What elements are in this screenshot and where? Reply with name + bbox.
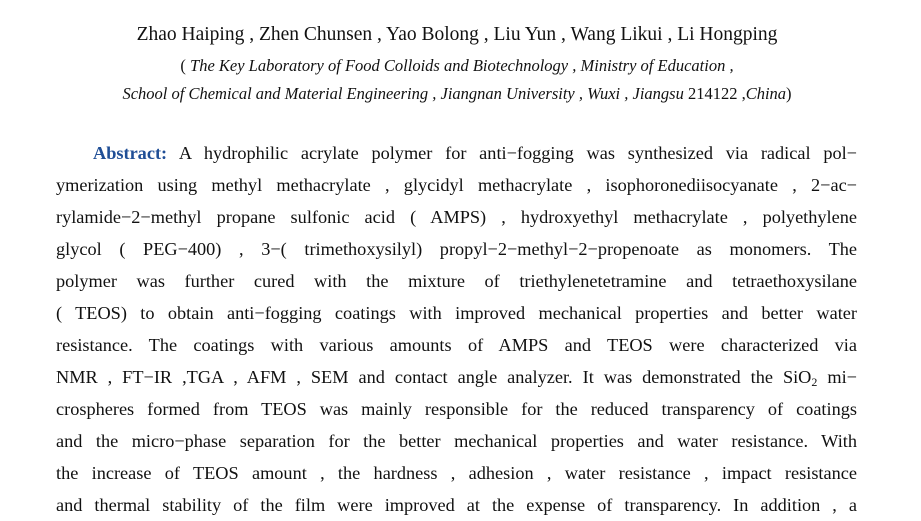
abstract-body: [56, 137, 857, 521]
abstract-line-3: rylamide−2−methyl propane sulfonic acid ( AMPS) , hydroxyethyl methacrylate , polyethylene: [56, 207, 857, 227]
abstract-line-5: polymer was further cured with the mixture of triethylenetetramine and tetraethoxysilane: [56, 271, 857, 291]
affiliation-school: School of Chemical and Material Engineering , Jiangnan University , Wuxi , Jiangsu: [122, 84, 684, 103]
author-list: Zhao Haiping , Zhen Chunsen , Yao Bolong , Liu Yun , Wang Likui , Li Hongping: [136, 24, 778, 45]
abstract-line-7: resistance. The coatings with various amounts of AMPS and TEOS were characterized via: [56, 335, 857, 355]
abstract-label-colon: :: [161, 143, 168, 163]
affiliation-line-1: [0, 52, 914, 80]
abstract-line-2: ymerization using methyl methacrylate , glycidyl methacrylate , isophoronediisocyanate , 2−ac−: [56, 175, 857, 195]
sio2-subscript: 2: [811, 375, 818, 389]
abstract-line-10: and the micro−phase separation for the better mechanical properties and water resistance. With: [56, 431, 857, 451]
affiliation-lab: The Key Laboratory of Food Colloids and Biotechnology , Ministry of Education ,: [190, 56, 734, 75]
abstract-line-1-text: A hydrophilic acrylate polymer for anti−fogging was synthesized via radical pol−: [167, 143, 857, 163]
abstract-line-12: and thermal stability of the film were improved at the expense of transparency. In addition , a: [56, 495, 857, 515]
abstract-line-11: the increase of TEOS amount , the hardness , adhesion , water resistance , impact resistance: [56, 463, 857, 483]
affiliation-close-paren: ): [786, 84, 792, 103]
affiliation-open-paren: (: [180, 56, 191, 75]
abstract-line-8-text: NMR , FT−IR ,TGA , AFM , SEM and contact angle analyzer. It was demonstrated the SiO: [56, 367, 812, 387]
abstract-line-4: glycol ( PEG−400) , 3−( trimethoxysilyl) propyl−2−methyl−2−propenoate as monomers. The: [56, 239, 857, 259]
affiliation-postal-code: 214122 ,: [683, 84, 746, 103]
abstract-line-1: [56, 137, 857, 169]
abstract-line-8-tail: mi−: [817, 367, 857, 387]
abstract-label: Abstract: [93, 143, 162, 163]
affiliation-line-2: [0, 80, 914, 108]
abstract-line-6: ( TEOS) to obtain anti−fogging coatings with improved mechanical properties and better water: [56, 303, 857, 323]
abstract-line-9: crospheres formed from TEOS was mainly responsible for the reduced transparency of coatings: [56, 399, 857, 419]
abstract-line-8: [56, 361, 857, 393]
affiliation-country: China: [745, 84, 787, 103]
